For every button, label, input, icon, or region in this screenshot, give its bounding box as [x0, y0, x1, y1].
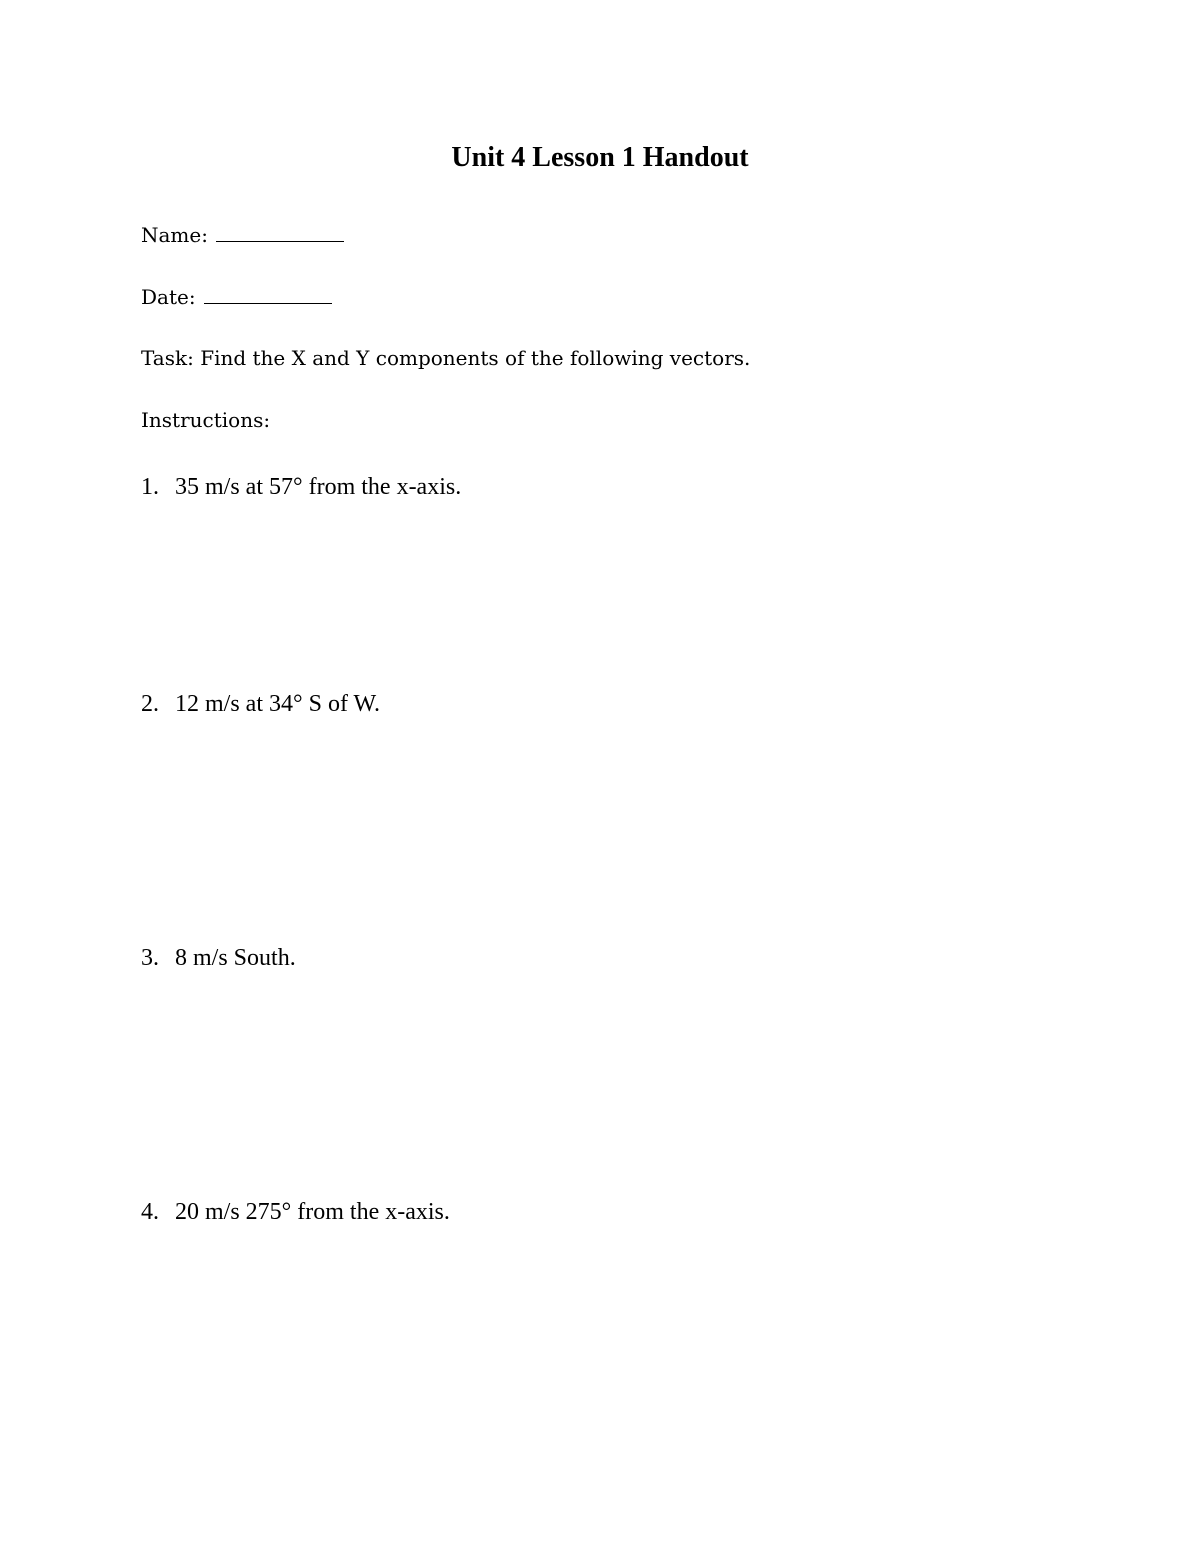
name-label: Name: [141, 223, 208, 247]
name-field [141, 221, 344, 248]
name-blank-line[interactable] [216, 221, 344, 242]
question-text: 20 m/s 275° from the x-axis. [175, 1199, 450, 1225]
question-item [141, 1197, 450, 1227]
question-number: 1. [141, 474, 159, 500]
question-text: 35 m/s at 57° from the x-axis. [175, 474, 462, 500]
page-title: Unit 4 Lesson 1 Handout [451, 142, 749, 173]
date-label: Date: [141, 285, 196, 309]
date-field [141, 283, 332, 310]
instructions-label: Instructions: [141, 408, 271, 432]
question-item [141, 943, 296, 973]
task-text: Task: Find the X and Y components of the following vectors. [141, 346, 751, 370]
question-text: 12 m/s at 34° S of W. [175, 691, 380, 717]
question-item [141, 689, 380, 719]
question-number: 3. [141, 945, 159, 971]
question-item [141, 472, 461, 502]
question-number: 4. [141, 1199, 159, 1225]
question-number: 2. [141, 691, 159, 717]
question-text: 8 m/s South. [175, 945, 296, 971]
date-blank-line[interactable] [204, 283, 332, 304]
